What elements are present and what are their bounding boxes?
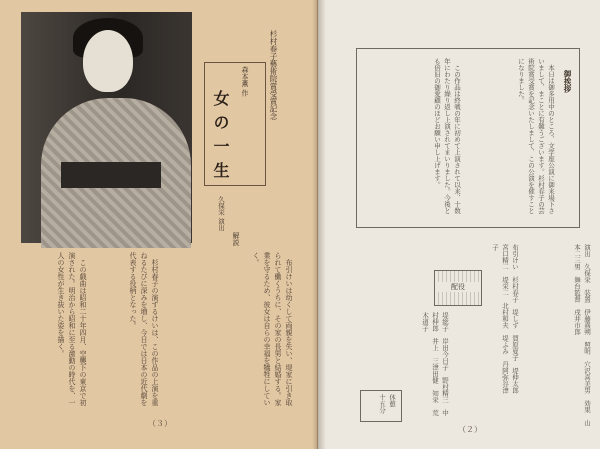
cast-list: 布引けい 杉村春子 堤しず 賀原夏子 堤伸太郎 宮口精二 堤栄二 北村和夫 堤ふみ 丹阿弥谷津子 <box>491 244 519 400</box>
greeting-text-2: この作品は終戦の年に初めて上演されて以来、十数年にわたり繰り返し上演されてまいりました。今後とも倍旧の御愛顧のほどお願い申し上げます。 <box>433 58 461 214</box>
section-label-commentary: 解説 <box>232 232 240 246</box>
cast-label: 配役 <box>435 282 481 292</box>
intermission-box <box>360 390 402 422</box>
intermission-text: 休憩 十五分 <box>378 394 396 414</box>
commentary-body-left: この戯曲は昭和二十年四月、空襲下の東京で初演された。明治から昭和に至る激動の時代を、一人の女性が生き抜いた姿を描く。 <box>57 252 87 406</box>
commentary-body-extra: 杉村春子の演ずるけいは、この作品の上演を重ねるたびに深みを増し、今日では日本の近代劇を代表する役柄となった。 <box>129 252 159 406</box>
commemoration-heading: 杉村春子藝術院賞受賞記念 <box>269 30 278 120</box>
staff-list: 演出 久保栄 装置 伊藤熹朔 照明 穴沢喜美男 効果 山本二三男 舞台監督 戌井市郎 <box>573 244 591 426</box>
cast-banner <box>434 270 482 306</box>
actress-photo <box>21 12 192 243</box>
play-title: 女の一生 <box>211 90 230 186</box>
page-fold <box>312 0 326 449</box>
page-number-right: （２） <box>458 425 482 434</box>
right-page <box>318 0 600 449</box>
commentary-body-right: 布引けいは幼くして両親を失い、堤家に引き取られて働くうちに、その家の長男と結婚する。家業を守るため、彼女は自らの幸福を犠牲にしていく。 <box>252 252 293 406</box>
director-credit: 久保栄 演出 <box>217 196 225 231</box>
section-label-greeting: 御挨拶 <box>563 70 572 93</box>
cast-list-2: 堤総子 岸田今日子 野村精三 中村伸郎 井上 三津田健 知栄 荒木道子 <box>421 312 449 416</box>
greeting-text: 本日は御多用中のところ、文学座公演に御来場下さいまして、まことに有難うございます。杉村春子の芸術院賞受賞を記念いたしまして、この公演を催すことになりました。 <box>517 58 555 214</box>
author-credit: 森本薫 作 <box>241 66 249 97</box>
page-number-left: （３） <box>148 419 172 428</box>
